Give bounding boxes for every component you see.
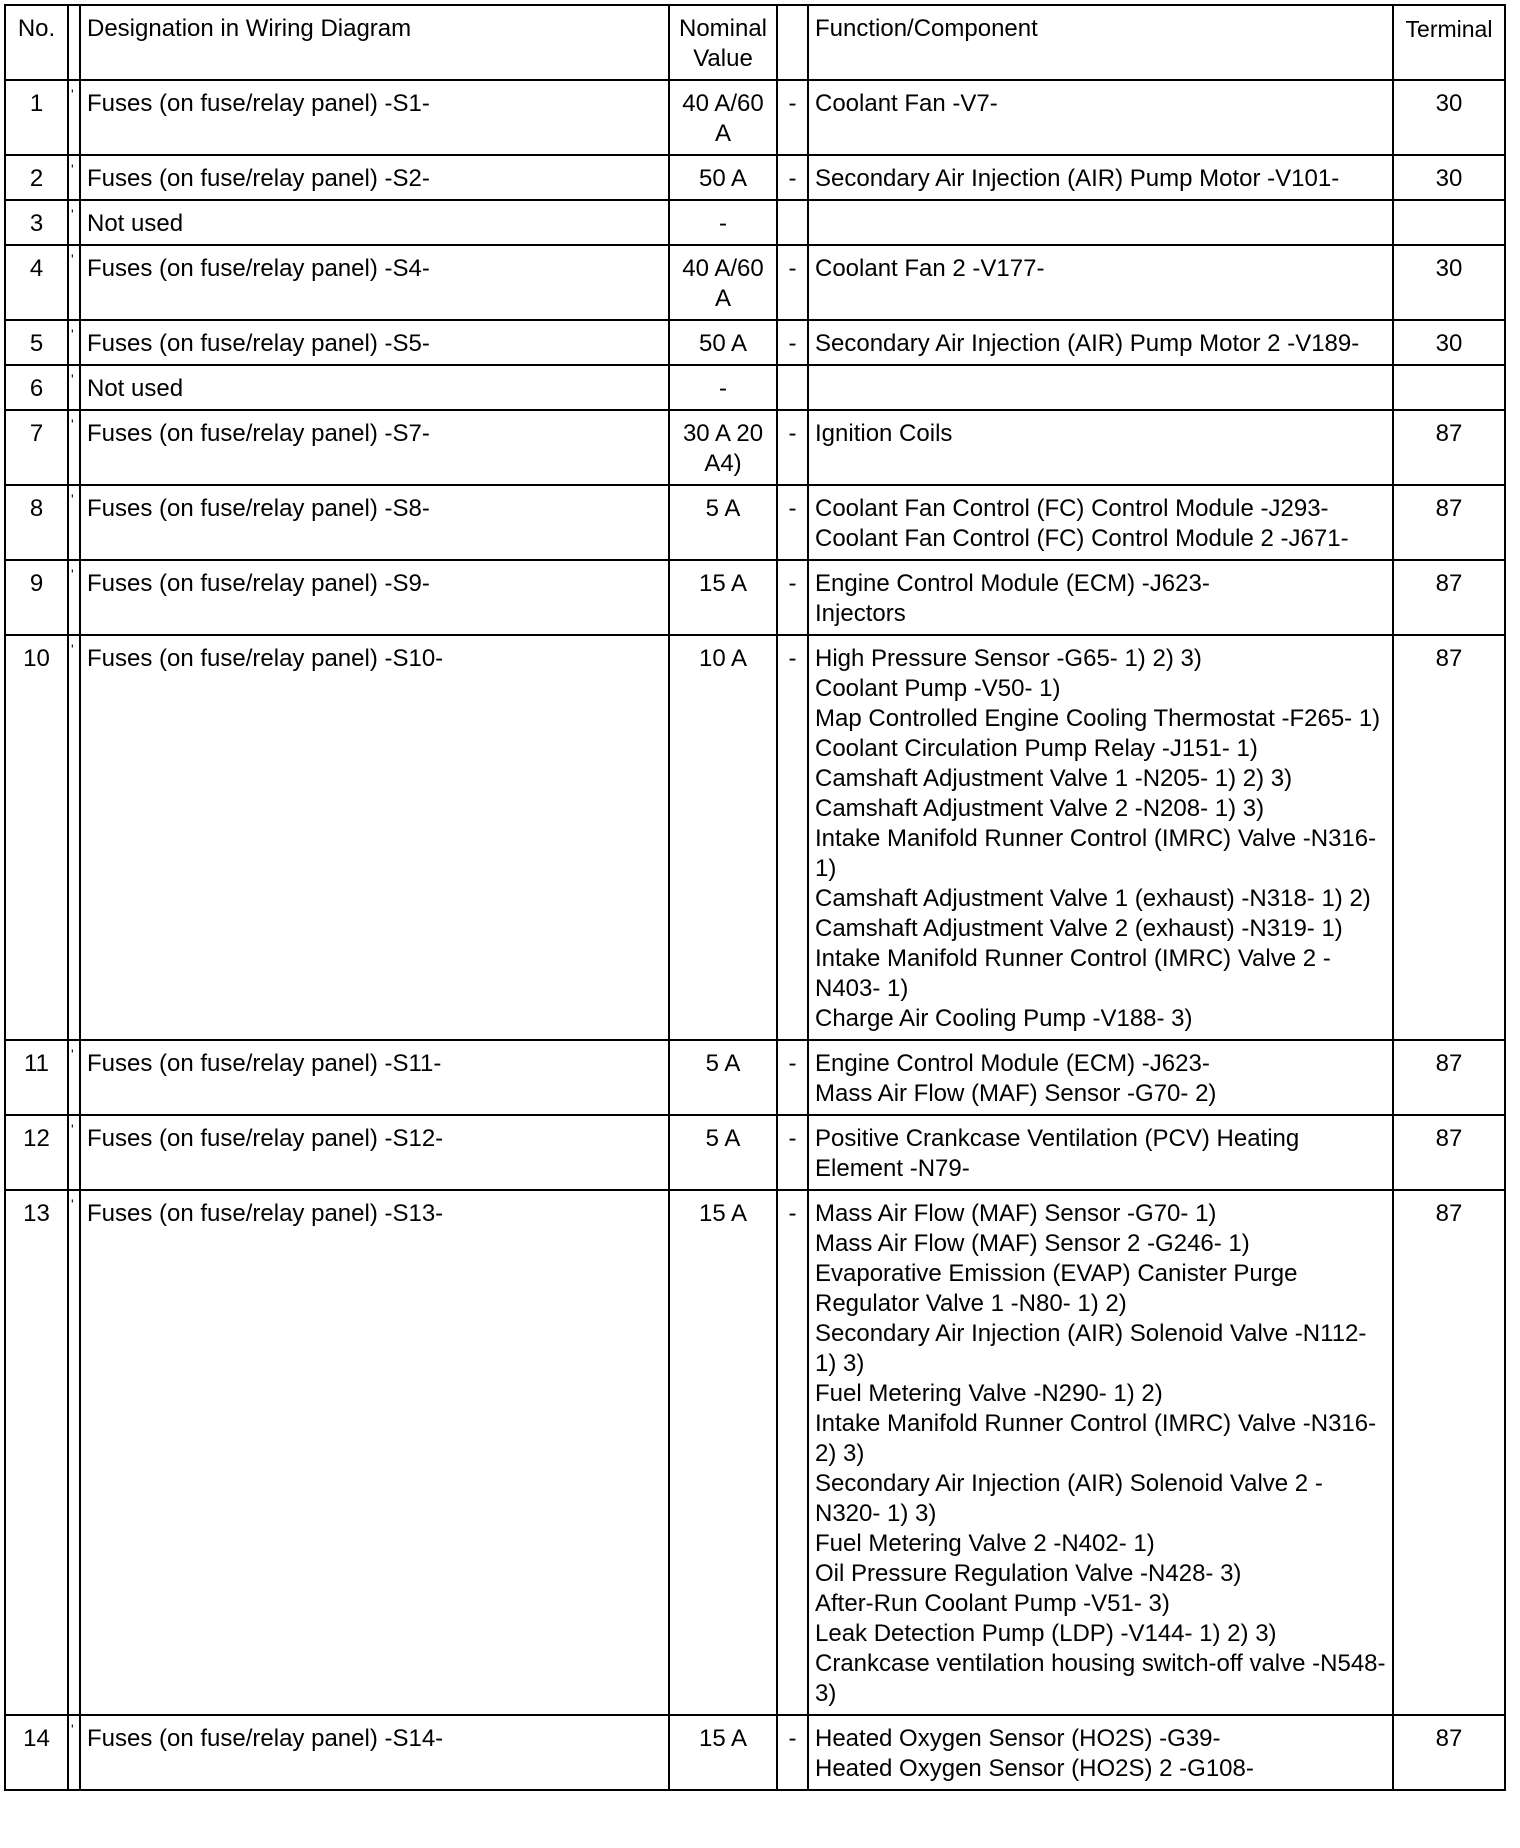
table-row [5, 560, 1505, 635]
table-row [5, 155, 1505, 200]
row-designation: Fuses (on fuse/relay panel) -S5- [80, 320, 669, 365]
header-function-component: Function/Component [808, 5, 1393, 80]
row-terminal: 87 [1393, 410, 1505, 485]
row-marker-cell [68, 320, 80, 365]
row-function-component [808, 1040, 1393, 1115]
row-number: 3 [5, 200, 68, 245]
header-no: No. [5, 5, 68, 80]
row-designation: Fuses (on fuse/relay panel) -S13- [80, 1190, 669, 1715]
row-terminal: 30 [1393, 320, 1505, 365]
row-nominal-value: 30 A 20 A4) [669, 410, 777, 485]
row-terminal: 87 [1393, 1115, 1505, 1190]
row-dash: - [777, 410, 808, 485]
row-nominal-value: 40 A/60 A [669, 245, 777, 320]
row-designation: Fuses (on fuse/relay panel) -S12- [80, 1115, 669, 1190]
row-terminal: 30 [1393, 155, 1505, 200]
row-terminal [1393, 365, 1505, 410]
table-row [5, 200, 1505, 245]
row-function-component [808, 410, 1393, 485]
table-body [5, 5, 1505, 1790]
row-dash: - [777, 635, 808, 1040]
row-dash: - [777, 1040, 808, 1115]
row-dash: - [777, 1715, 808, 1790]
component-line: Leak Detection Pump (LDP) -V144- 1) 2) 3) [815, 1620, 1277, 1647]
row-designation: Fuses (on fuse/relay panel) -S14- [80, 1715, 669, 1790]
row-marker-cell [68, 155, 80, 200]
row-marker: ' [71, 1046, 74, 1062]
component-line: Secondary Air Injection (AIR) Pump Motor 2 -V189- [815, 330, 1360, 357]
row-number: 4 [5, 245, 68, 320]
component-line: Coolant Pump -V50- 1) [815, 675, 1061, 702]
row-marker: ' [71, 641, 74, 657]
row-number: 5 [5, 320, 68, 365]
row-function-component [808, 1190, 1393, 1715]
fuse-assignment-table [4, 4, 1506, 1791]
row-marker: ' [71, 1121, 74, 1137]
row-dash: - [777, 155, 808, 200]
table-row [5, 320, 1505, 365]
row-marker-cell [68, 80, 80, 155]
component-line: Mass Air Flow (MAF) Sensor -G70- 1) [815, 1200, 1217, 1227]
row-marker: ' [71, 161, 74, 177]
component-line: Intake Manifold Runner Control (IMRC) Valve -N316- 1) [815, 825, 1377, 882]
component-line: Injectors [815, 600, 906, 627]
table-row [5, 80, 1505, 155]
row-function-component [808, 320, 1393, 365]
row-designation: Fuses (on fuse/relay panel) -S10- [80, 635, 669, 1040]
component-line: Secondary Air Injection (AIR) Solenoid Valve 2 -N320- 1) 3) [815, 1470, 1323, 1527]
component-line: Engine Control Module (ECM) -J623- [815, 1050, 1210, 1077]
row-marker: ' [71, 326, 74, 342]
row-marker: ' [71, 251, 74, 267]
row-nominal-value: 15 A [669, 1190, 777, 1715]
table-row [5, 365, 1505, 410]
row-number: 10 [5, 635, 68, 1040]
component-line: Coolant Fan 2 -V177- [815, 255, 1045, 282]
component-line: Coolant Fan Control (FC) Control Module -J293- [815, 495, 1329, 522]
row-nominal-value: 40 A/60 A [669, 80, 777, 155]
row-nominal-value: 5 A [669, 1040, 777, 1115]
row-marker-cell [68, 200, 80, 245]
row-function-component [808, 560, 1393, 635]
row-marker-cell [68, 1115, 80, 1190]
row-marker: ' [71, 206, 74, 222]
row-nominal-value: 50 A [669, 320, 777, 365]
row-terminal: 30 [1393, 80, 1505, 155]
row-dash: - [777, 1190, 808, 1715]
component-line: Fuel Metering Valve 2 -N402- 1) [815, 1530, 1155, 1557]
component-line: Mass Air Flow (MAF) Sensor 2 -G246- 1) [815, 1230, 1250, 1257]
row-marker-cell [68, 1715, 80, 1790]
row-designation: Fuses (on fuse/relay panel) -S11- [80, 1040, 669, 1115]
row-nominal-value: 5 A [669, 485, 777, 560]
row-nominal-value: 10 A [669, 635, 777, 1040]
row-terminal: 87 [1393, 1190, 1505, 1715]
row-designation: Fuses (on fuse/relay panel) -S7- [80, 410, 669, 485]
row-designation: Fuses (on fuse/relay panel) -S1- [80, 80, 669, 155]
row-marker: ' [71, 491, 74, 507]
component-line: Heated Oxygen Sensor (HO2S) 2 -G108- [815, 1755, 1254, 1782]
component-line: Mass Air Flow (MAF) Sensor -G70- 2) [815, 1080, 1217, 1107]
row-dash: - [777, 320, 808, 365]
row-marker: ' [71, 86, 74, 102]
row-function-component [808, 200, 1393, 245]
row-terminal: 87 [1393, 485, 1505, 560]
row-number: 9 [5, 560, 68, 635]
component-line: Ignition Coils [815, 420, 953, 447]
component-line: Coolant Circulation Pump Relay -J151- 1) [815, 735, 1258, 762]
component-line: Coolant Fan Control (FC) Control Module 2 -J671- [815, 525, 1349, 552]
table-row [5, 1040, 1505, 1115]
row-designation: Fuses (on fuse/relay panel) -S8- [80, 485, 669, 560]
row-number: 11 [5, 1040, 68, 1115]
header-spacer [68, 5, 80, 80]
component-line: Camshaft Adjustment Valve 2 -N208- 1) 3) [815, 795, 1265, 822]
table-row [5, 1190, 1505, 1715]
table-row [5, 410, 1505, 485]
component-line: Camshaft Adjustment Valve 1 -N205- 1) 2) 3) [815, 765, 1293, 792]
component-line: Coolant Fan -V7- [815, 90, 998, 117]
row-dash [777, 200, 808, 245]
row-terminal [1393, 200, 1505, 245]
row-designation: Fuses (on fuse/relay panel) -S2- [80, 155, 669, 200]
row-marker: ' [71, 566, 74, 582]
row-function-component [808, 245, 1393, 320]
row-dash [777, 365, 808, 410]
row-function-component [808, 635, 1393, 1040]
row-function-component [808, 1115, 1393, 1190]
row-marker-cell [68, 410, 80, 485]
row-marker-cell [68, 1040, 80, 1115]
component-line: Secondary Air Injection (AIR) Solenoid Valve -N112- 1) 3) [815, 1320, 1367, 1377]
row-marker: ' [71, 1196, 74, 1212]
row-number: 1 [5, 80, 68, 155]
row-designation: Fuses (on fuse/relay panel) -S9- [80, 560, 669, 635]
row-function-component [808, 80, 1393, 155]
row-nominal-value: 15 A [669, 1715, 777, 1790]
row-marker-cell [68, 635, 80, 1040]
row-marker-cell [68, 245, 80, 320]
component-line: Charge Air Cooling Pump -V188- 3) [815, 1005, 1193, 1032]
row-dash: - [777, 560, 808, 635]
header-row [5, 5, 1505, 80]
row-nominal-value: 5 A [669, 1115, 777, 1190]
row-terminal: 87 [1393, 1040, 1505, 1115]
row-terminal: 87 [1393, 560, 1505, 635]
row-number: 14 [5, 1715, 68, 1790]
row-function-component [808, 485, 1393, 560]
row-number: 2 [5, 155, 68, 200]
table-row [5, 635, 1505, 1040]
row-function-component [808, 365, 1393, 410]
row-function-component [808, 1715, 1393, 1790]
row-terminal: 30 [1393, 245, 1505, 320]
row-number: 8 [5, 485, 68, 560]
row-nominal-value: 15 A [669, 560, 777, 635]
component-line: Fuel Metering Valve -N290- 1) 2) [815, 1380, 1163, 1407]
row-number: 6 [5, 365, 68, 410]
row-designation: Not used [80, 365, 669, 410]
row-dash: - [777, 245, 808, 320]
row-nominal-value: 50 A [669, 155, 777, 200]
component-line: Engine Control Module (ECM) -J623- [815, 570, 1210, 597]
row-dash: - [777, 80, 808, 155]
row-dash: - [777, 485, 808, 560]
row-designation: Not used [80, 200, 669, 245]
component-line: Secondary Air Injection (AIR) Pump Motor -V101- [815, 165, 1340, 192]
table-row [5, 245, 1505, 320]
row-marker-cell [68, 485, 80, 560]
component-line: Positive Crankcase Ventilation (PCV) Heating Element -N79- [815, 1125, 1300, 1182]
component-line: Map Controlled Engine Cooling Thermostat -F265- 1) [815, 705, 1381, 732]
row-function-component [808, 155, 1393, 200]
row-nominal-value: - [669, 200, 777, 245]
row-marker-cell [68, 365, 80, 410]
row-marker: ' [71, 371, 74, 387]
component-line: Crankcase ventilation housing switch-off valve -N548- 3) [815, 1650, 1386, 1707]
component-line: Intake Manifold Runner Control (IMRC) Valve -N316- 2) 3) [815, 1410, 1377, 1467]
row-marker: ' [71, 416, 74, 432]
table-row [5, 1715, 1505, 1790]
component-line: Evaporative Emission (EVAP) Canister Purge Regulator Valve 1 -N80- 1) 2) [815, 1260, 1298, 1317]
component-line: Intake Manifold Runner Control (IMRC) Valve 2 -N403- 1) [815, 945, 1331, 1002]
component-line: After-Run Coolant Pump -V51- 3) [815, 1590, 1170, 1617]
component-line: High Pressure Sensor -G65- 1) 2) 3) [815, 645, 1202, 672]
header-dash-spacer [777, 5, 808, 80]
row-terminal: 87 [1393, 1715, 1505, 1790]
row-terminal: 87 [1393, 635, 1505, 1040]
row-number: 7 [5, 410, 68, 485]
row-nominal-value: - [669, 365, 777, 410]
row-number: 13 [5, 1190, 68, 1715]
row-marker: ' [71, 1721, 74, 1737]
row-dash: - [777, 1115, 808, 1190]
table-row [5, 1115, 1505, 1190]
table-row [5, 485, 1505, 560]
row-marker-cell [68, 560, 80, 635]
header-designation: Designation in Wiring Diagram [80, 5, 669, 80]
row-number: 12 [5, 1115, 68, 1190]
component-line: Oil Pressure Regulation Valve -N428- 3) [815, 1560, 1242, 1587]
component-line: Camshaft Adjustment Valve 1 (exhaust) -N318- 1) 2) [815, 885, 1371, 912]
component-line: Camshaft Adjustment Valve 2 (exhaust) -N319- 1) [815, 915, 1343, 942]
component-line: Heated Oxygen Sensor (HO2S) -G39- [815, 1725, 1221, 1752]
row-marker-cell [68, 1190, 80, 1715]
header-nominal-value: Nominal Value [669, 5, 777, 80]
header-terminal: Terminal [1393, 5, 1505, 80]
row-designation: Fuses (on fuse/relay panel) -S4- [80, 245, 669, 320]
